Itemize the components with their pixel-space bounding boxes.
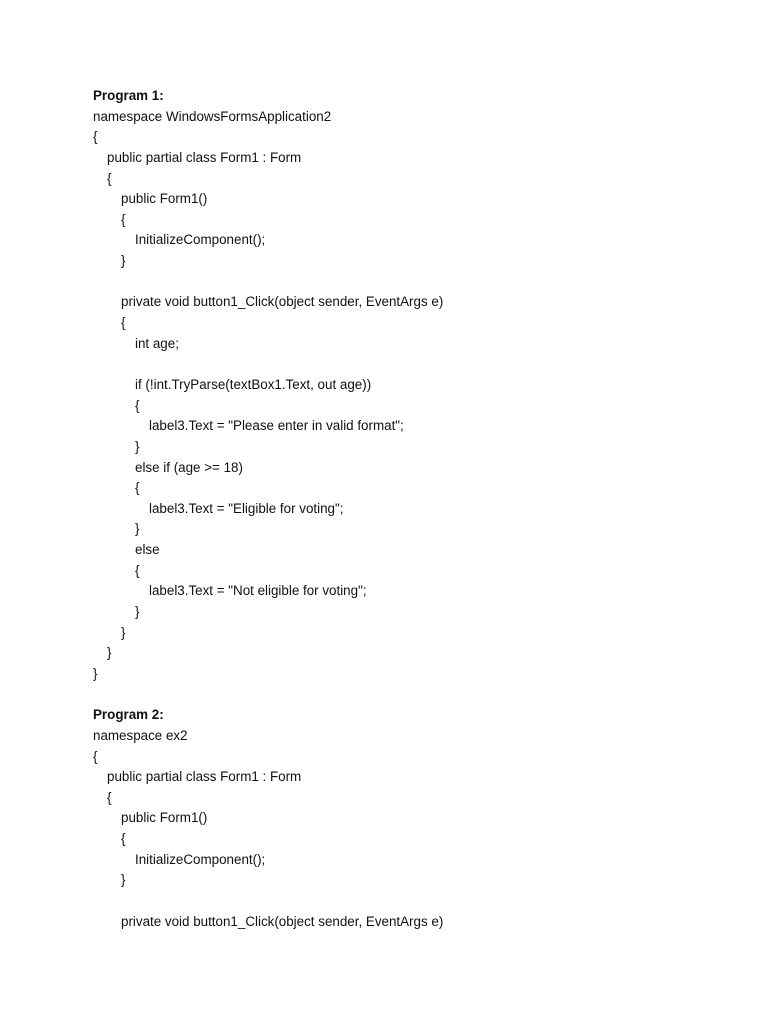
code-line: } [135,521,140,537]
code-line: } [135,438,140,454]
code-line: public Form1() [121,810,208,826]
blank-line [93,272,733,293]
code-line: { [135,480,140,496]
code-line: namespace ex2 [93,727,188,743]
code-line: { [93,748,98,764]
code-line: { [135,562,140,578]
code-line: { [107,170,112,186]
code-line: } [121,253,126,269]
blank-line [93,891,733,912]
code-line: } [135,604,140,620]
code-line: InitializeComponent(); [135,851,266,867]
code-line: { [135,397,140,413]
code-line: private void button1_Click(object sender, EventArgs e) [121,294,444,310]
code-line: else [135,542,160,558]
code-line: namespace WindowsFormsApplication2 [93,108,332,124]
program-heading: Program 1: [93,88,164,103]
blank-line [93,685,733,706]
code-line: if (!int.TryParse(textBox1.Text, out age)) [135,376,372,392]
code-line: { [121,831,126,847]
code-line: int age; [135,335,179,351]
code-line: { [121,211,126,227]
code-line: } [121,872,126,888]
code-line: label3.Text = "Please enter in valid format"; [149,418,404,434]
code-line: } [93,665,98,681]
code-line: label3.Text = "Eligible for voting"; [149,500,344,516]
code-line: public partial class Form1 : Form [107,149,302,165]
code-line: InitializeComponent(); [135,232,266,248]
code-line: { [121,315,126,331]
code-line: label3.Text = "Not eligible for voting"; [149,583,367,599]
code-line: public partial class Form1 : Form [107,769,302,785]
program-heading: Program 2: [93,707,164,723]
code-line: } [121,624,126,640]
code-line: } [107,645,112,661]
code-line: else if (age >= 18) [135,459,243,475]
code-line: public Form1() [121,191,208,207]
code-line: { [107,789,112,805]
blank-line [93,354,733,375]
code-line: private void button1_Click(object sender, EventArgs e) [121,913,444,929]
code-line: { [93,129,98,145]
document-content [93,86,733,932]
